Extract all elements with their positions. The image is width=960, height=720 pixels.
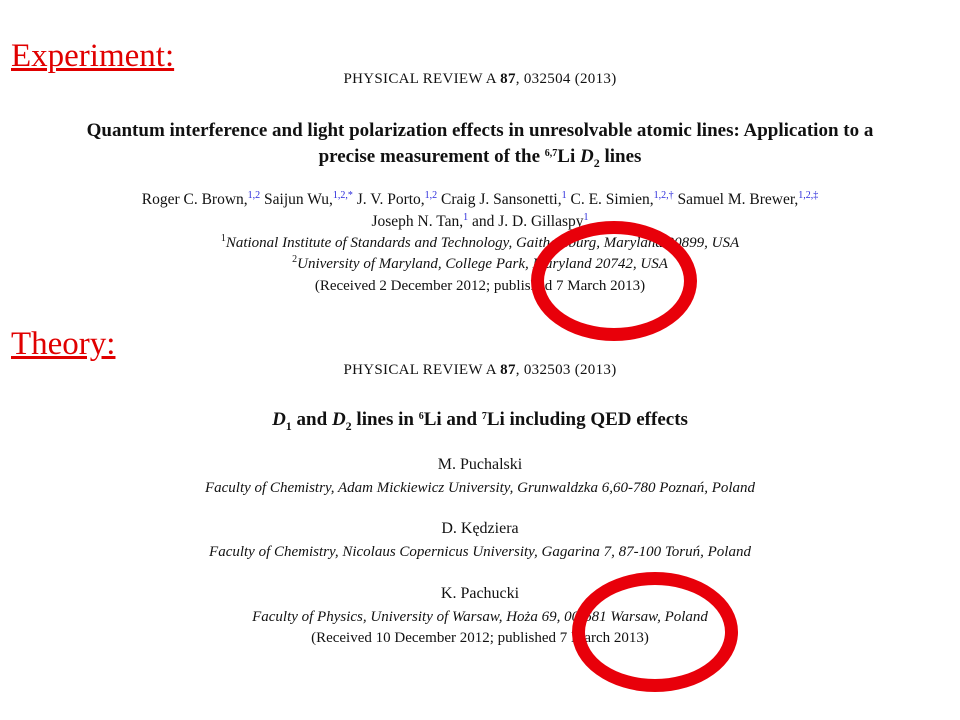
- experiment-affiliation-1: $^1$National Institute of Standards and Technology, Gaithersburg, Maryland 20899, USA: [220, 233, 740, 251]
- experiment-author-name: C. E. Simien,: [566, 191, 654, 208]
- affiliation-link[interactable]: 1: [561, 190, 567, 201]
- highlight-circle-experiment: [531, 221, 697, 341]
- experiment-authors: [0, 189, 960, 233]
- theory-author-2: D. Kędziera: [441, 520, 519, 537]
- theory-journal-ref: PHYSICAL REVIEW A 87, 032503 (2013): [343, 362, 617, 378]
- affiliation-link[interactable]: 1: [583, 212, 589, 223]
- affiliation-link[interactable]: 1: [463, 212, 469, 223]
- affiliation-link[interactable]: 1,2: [247, 190, 261, 201]
- theory-received-date: (Received 10 December 2012; published 7 March 2013): [311, 630, 649, 646]
- theory-author-3: K. Pachucki: [440, 585, 520, 602]
- experiment-author-name: Craig J. Sansonetti,: [437, 191, 562, 208]
- theory-affiliation-3: Faculty of Physics, University of Warsaw, Hoża 69, 00-681 Warsaw, Poland: [252, 609, 708, 625]
- experiment-label: Experiment:: [11, 38, 175, 74]
- experiment-received-date: (Received 2 December 2012; published 7 March 2013): [314, 278, 646, 294]
- theory-author-1: M. Puchalski: [437, 456, 523, 473]
- affiliation-link[interactable]: 1,2,*: [332, 190, 353, 201]
- theory-affiliation-1: Faculty of Chemistry, Adam Mickiewicz University, Grunwaldzka 6,60-780 Poznań, Poland: [204, 480, 756, 496]
- experiment-author-name: Roger C. Brown,: [141, 191, 248, 208]
- affiliation-link[interactable]: 1,2,‡: [798, 190, 819, 201]
- experiment-author-name: Samuel M. Brewer,: [673, 191, 799, 208]
- experiment-author-name: Saijun Wu,: [260, 191, 333, 208]
- theory-label: Theory:: [11, 326, 116, 362]
- affiliation-link[interactable]: 1,2,†: [653, 190, 674, 201]
- highlight-circle-theory: [572, 572, 738, 692]
- affiliation-link[interactable]: 1,2: [424, 190, 438, 201]
- experiment-author-name: Joseph N. Tan,: [371, 213, 464, 230]
- experiment-journal-ref: PHYSICAL REVIEW A 87, 032504 (2013): [343, 71, 617, 87]
- experiment-title: Quantum interference and light polarization effects in unresolvable atomic lines: Application to a precise measurement of the $^{6,7}$Li $D_2$ lines: [86, 120, 874, 170]
- theory-title: $D_1$ and $D_2$ lines in $^6$Li and $^7$Li including QED effects: [272, 409, 688, 433]
- experiment-author-name: and J. D. Gillaspy: [468, 213, 584, 230]
- experiment-affiliation-2: $^2$University of Maryland, College Park, Maryland 20742, USA: [292, 254, 668, 272]
- experiment-author-name: J. V. Porto,: [352, 191, 425, 208]
- theory-affiliation-2: Faculty of Chemistry, Nicolaus Copernicus University, Gagarina 7, 87-100 Toruń, Poland: [209, 544, 751, 560]
